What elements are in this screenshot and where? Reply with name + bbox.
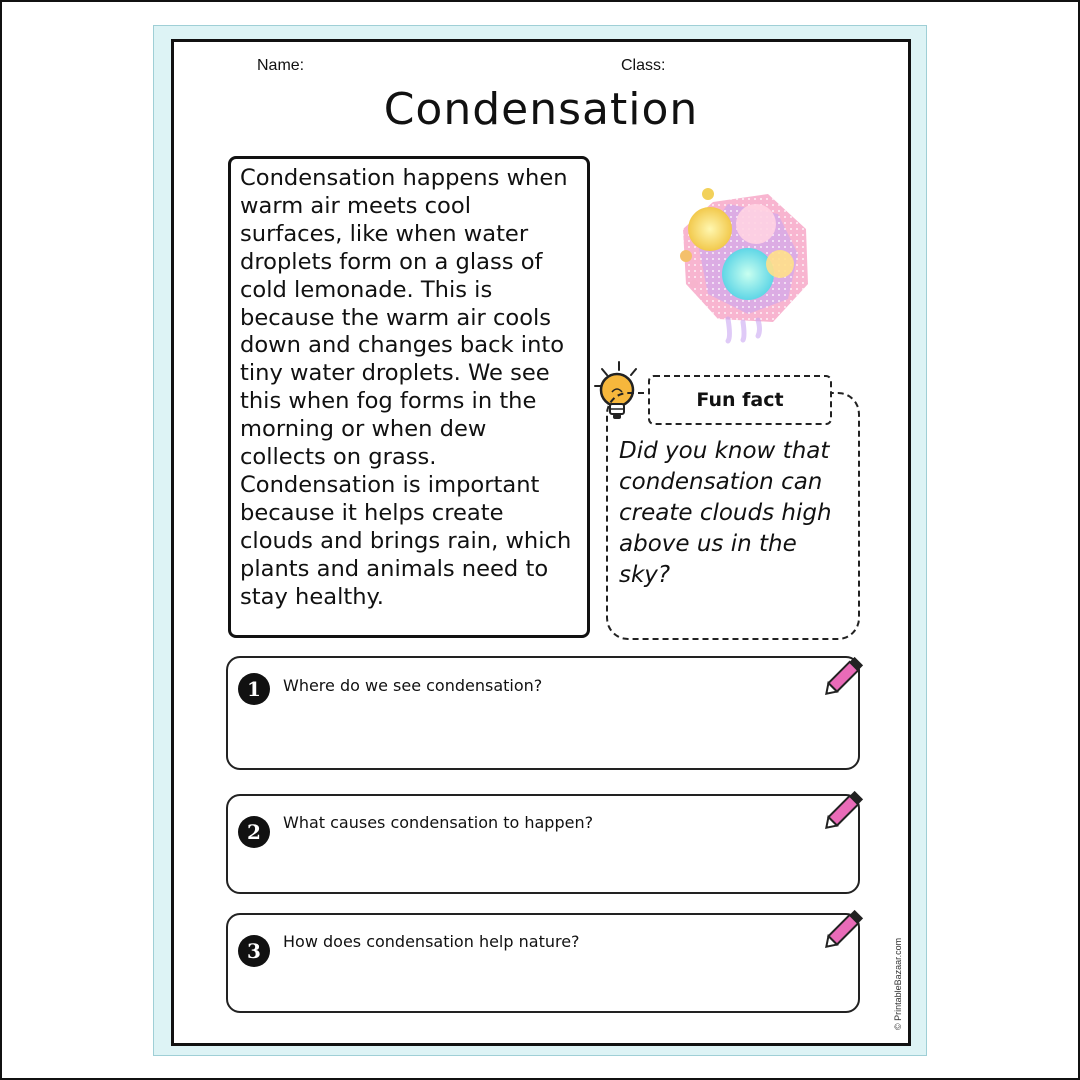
question-number-2: 2 [238,816,270,848]
name-label: Name: [257,57,305,74]
question-text-1: Where do we see condensation? [283,676,543,695]
pencil-icon [818,650,870,702]
fun-fact-text: Did you know that condensation can create clouds high above us in the sky? [619,438,832,588]
class-label: Class: [621,57,666,74]
fun-fact-label: Fun fact [648,375,832,425]
question-number-3: 3 [238,935,270,967]
question-text-2: What causes condensation to happen? [283,813,594,832]
condensation-illustration [668,184,818,344]
copyright-text: © PrintableBazaar.com [893,937,903,1030]
page-title: Condensation [383,84,699,135]
reading-passage: Condensation happens when warm air meets cool surfaces, like when water droplets form on a glass of cold lemonade. This is because the warm air cools down and changes back into tiny water droplets. We see this when fog forms in the morning or when dew collects on grass. Condensation is important because it helps create clouds and brings rain, which plants and animals need to stay healthy. [228,156,590,638]
pencil-icon [818,903,870,955]
answer-box-1[interactable] [226,656,860,770]
answer-box-2[interactable] [226,794,860,894]
pencil-icon [818,784,870,836]
question-text-3: How does condensation help nature? [283,932,580,951]
question-number-1: 1 [238,673,270,705]
answer-box-3[interactable] [226,913,860,1013]
